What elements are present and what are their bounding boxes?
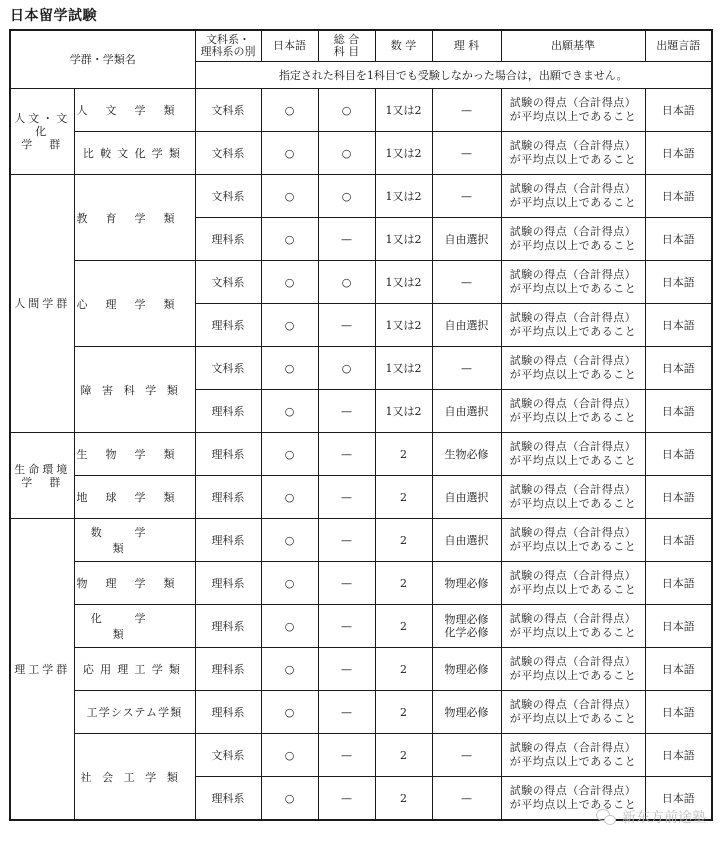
language-cell: 日本語	[645, 304, 712, 347]
science-cell: 物理必修 化学必修	[432, 605, 501, 648]
general-subject-cell: ○	[318, 132, 375, 175]
science-cell: —	[432, 347, 501, 390]
track-cell: 理科系	[195, 519, 261, 562]
track-cell: 理科系	[195, 777, 261, 821]
major-name: 人文学類	[76, 104, 193, 117]
header-note-text: 指定された科目を1科目でも受験しなかった場合は，出願できません。	[278, 69, 628, 82]
header-math-text: 数 学	[390, 39, 417, 52]
table-row	[10, 605, 712, 648]
header-language	[645, 30, 712, 62]
major-name: 生物学類	[76, 448, 193, 461]
criteria-cell: 試験の得点（合計得点） が平均点以上であること	[501, 691, 645, 734]
math-cell: 1又は2	[375, 218, 432, 261]
criteria-cell: 試験の得点（合計得点） が平均点以上であること	[501, 175, 645, 218]
watermark	[596, 807, 706, 827]
table-row	[10, 734, 712, 777]
science-cell: —	[432, 175, 501, 218]
major-cell	[74, 691, 195, 734]
math-cell: 2	[375, 691, 432, 734]
criteria-cell: 試験の得点（合計得点） が平均点以上であること	[501, 89, 645, 132]
major-cell	[74, 648, 195, 691]
major-group-name: 人文・文化 学 群	[14, 112, 71, 151]
math-cell: 2	[375, 519, 432, 562]
table-body	[10, 89, 712, 821]
table-row	[10, 132, 712, 175]
general-subject-cell: —	[318, 648, 375, 691]
japanese-cell: ○	[261, 691, 318, 734]
criteria-cell: 試験の得点（合計得点） が平均点以上であること	[501, 648, 645, 691]
science-cell: 自由選択	[432, 218, 501, 261]
major-cell	[74, 89, 195, 132]
criteria-cell: 試験の得点（合計得点） が平均点以上であること	[501, 304, 645, 347]
criteria-cell: 試験の得点（合計得点） が平均点以上であること	[501, 218, 645, 261]
language-cell: 日本語	[645, 218, 712, 261]
major-cell	[74, 476, 195, 519]
science-cell: 自由選択	[432, 390, 501, 433]
criteria-cell: 試験の得点（合計得点） が平均点以上であること	[501, 605, 645, 648]
track-cell: 文科系	[195, 347, 261, 390]
general-subject-cell: —	[318, 519, 375, 562]
criteria-cell: 試験の得点（合計得点） が平均点以上であること	[501, 777, 645, 821]
math-cell: 1又は2	[375, 89, 432, 132]
header-criteria	[501, 30, 645, 62]
general-subject-cell: ○	[318, 261, 375, 304]
japanese-cell: ○	[261, 261, 318, 304]
science-cell: 物理必修	[432, 691, 501, 734]
track-cell: 理科系	[195, 691, 261, 734]
header-major-group	[10, 30, 195, 89]
major-name: 数学類	[90, 526, 179, 555]
table-row	[10, 648, 712, 691]
track-cell: 理科系	[195, 304, 261, 347]
general-subject-cell: —	[318, 777, 375, 821]
table-row	[10, 433, 712, 476]
criteria-cell: 試験の得点（合計得点） が平均点以上であること	[501, 734, 645, 777]
major-group-name: 生命環境 学 群	[14, 462, 71, 489]
math-cell: 2	[375, 777, 432, 821]
major-cell	[74, 519, 195, 562]
japanese-cell: ○	[261, 476, 318, 519]
header-criteria-text: 出願基準	[551, 39, 595, 52]
math-cell: 2	[375, 734, 432, 777]
major-cell	[74, 605, 195, 648]
science-cell: —	[432, 261, 501, 304]
major-name: 応用理工学類	[82, 663, 187, 676]
science-cell: 物理必修	[432, 562, 501, 605]
track-cell: 理科系	[195, 562, 261, 605]
major-cell	[74, 734, 195, 821]
japanese-cell: ○	[261, 433, 318, 476]
criteria-cell: 試験の得点（合計得点） が平均点以上であること	[501, 261, 645, 304]
major-group-cell	[10, 89, 74, 175]
header-note	[195, 62, 712, 89]
major-name: 教育学類	[76, 211, 193, 225]
science-cell: —	[432, 89, 501, 132]
table-row	[10, 691, 712, 734]
major-cell	[74, 347, 195, 433]
japanese-cell: ○	[261, 519, 318, 562]
japanese-cell: ○	[261, 777, 318, 821]
track-cell: 文科系	[195, 261, 261, 304]
major-name: 比較文化学類	[82, 147, 187, 160]
general-subject-cell: —	[318, 304, 375, 347]
language-cell: 日本語	[645, 175, 712, 218]
header-major-group-text: 学群・学類名	[69, 52, 136, 66]
language-cell: 日本語	[645, 89, 712, 132]
major-name: 化学類	[90, 612, 179, 641]
math-cell: 2	[375, 433, 432, 476]
math-cell: 2	[375, 648, 432, 691]
major-group-cell	[10, 175, 74, 433]
track-cell: 文科系	[195, 132, 261, 175]
major-cell	[74, 132, 195, 175]
general-subject-cell: —	[318, 562, 375, 605]
track-cell: 理科系	[195, 476, 261, 519]
criteria-cell: 試験の得点（合計得点） が平均点以上であること	[501, 347, 645, 390]
header-science-text: 理 科	[453, 39, 480, 52]
language-cell: 日本語	[645, 734, 712, 777]
language-cell: 日本語	[645, 132, 712, 175]
criteria-cell: 試験の得点（合計得点） が平均点以上であること	[501, 519, 645, 562]
math-cell: 1又は2	[375, 304, 432, 347]
major-cell	[74, 562, 195, 605]
japanese-cell: ○	[261, 89, 318, 132]
table-row	[10, 519, 712, 562]
math-cell: 2	[375, 476, 432, 519]
criteria-cell: 試験の得点（合計得点） が平均点以上であること	[501, 132, 645, 175]
japanese-cell: ○	[261, 347, 318, 390]
major-name: 社会工学類	[80, 770, 189, 784]
table-row	[10, 476, 712, 519]
header-science	[432, 30, 501, 62]
header-track-text: 文科系・ 理科系の別	[200, 33, 256, 58]
science-cell: 自由選択	[432, 304, 501, 347]
major-name: 工学システム学類	[86, 706, 183, 719]
language-cell: 日本語	[645, 519, 712, 562]
math-cell: 1又は2	[375, 132, 432, 175]
track-cell: 文科系	[195, 89, 261, 132]
header-japanese-text: 日本語	[273, 39, 306, 52]
track-cell: 理科系	[195, 648, 261, 691]
science-cell: —	[432, 132, 501, 175]
header-general-text: 総 合 科 目	[333, 33, 360, 58]
major-name: 心理学類	[76, 297, 193, 311]
general-subject-cell: —	[318, 390, 375, 433]
header-japanese	[261, 30, 318, 62]
criteria-cell: 試験の得点（合計得点） が平均点以上であること	[501, 390, 645, 433]
general-subject-cell: ○	[318, 347, 375, 390]
major-cell	[74, 261, 195, 347]
general-subject-cell: ○	[318, 89, 375, 132]
major-group-cell	[10, 433, 74, 519]
general-subject-cell: —	[318, 691, 375, 734]
major-group-cell	[10, 519, 74, 821]
math-cell: 1又は2	[375, 390, 432, 433]
major-cell	[74, 433, 195, 476]
science-cell: 生物必修	[432, 433, 501, 476]
major-name: 障害科学類	[80, 383, 189, 397]
language-cell: 日本語	[645, 347, 712, 390]
math-cell: 1又は2	[375, 175, 432, 218]
table-row	[10, 89, 712, 132]
major-group-name: 理工学群	[14, 662, 71, 676]
language-cell: 日本語	[645, 691, 712, 734]
math-cell: 2	[375, 562, 432, 605]
japanese-cell: ○	[261, 132, 318, 175]
track-cell: 理科系	[195, 218, 261, 261]
track-cell: 理科系	[195, 433, 261, 476]
header-language-text: 出題言語	[656, 39, 701, 52]
criteria-cell: 試験の得点（合計得点） が平均点以上であること	[501, 476, 645, 519]
general-subject-cell: —	[318, 476, 375, 519]
science-cell: —	[432, 734, 501, 777]
track-cell: 理科系	[195, 605, 261, 648]
track-cell: 理科系	[195, 390, 261, 433]
language-cell: 日本語	[645, 433, 712, 476]
science-cell: 自由選択	[432, 519, 501, 562]
major-cell	[74, 175, 195, 261]
general-subject-cell: —	[318, 433, 375, 476]
major-group-name: 人間学群	[14, 297, 71, 310]
language-cell: 日本語	[645, 562, 712, 605]
japanese-cell: ○	[261, 175, 318, 218]
japanese-cell: ○	[261, 734, 318, 777]
table-row	[10, 261, 712, 304]
criteria-cell: 試験の得点（合計得点） が平均点以上であること	[501, 562, 645, 605]
japanese-cell: ○	[261, 304, 318, 347]
japanese-cell: ○	[261, 390, 318, 433]
japanese-cell: ○	[261, 218, 318, 261]
track-cell: 文科系	[195, 175, 261, 218]
japanese-cell: ○	[261, 605, 318, 648]
major-name: 物理学類	[76, 577, 193, 590]
general-subject-cell: —	[318, 218, 375, 261]
language-cell: 日本語	[645, 777, 712, 821]
language-cell: 日本語	[645, 476, 712, 519]
header-track	[195, 30, 261, 62]
general-subject-cell: —	[318, 605, 375, 648]
japanese-cell: ○	[261, 648, 318, 691]
language-cell: 日本語	[645, 261, 712, 304]
major-name: 地球学類	[76, 491, 193, 504]
criteria-cell: 試験の得点（合計得点） が平均点以上であること	[501, 433, 645, 476]
wechat-icon	[596, 809, 616, 825]
watermark-text: 新东方前途塾	[622, 810, 706, 826]
math-cell: 2	[375, 605, 432, 648]
science-cell: 自由選択	[432, 476, 501, 519]
header-math	[375, 30, 432, 62]
header-general	[318, 30, 375, 62]
exam-requirements-table	[9, 29, 713, 821]
table-row	[10, 175, 712, 218]
science-cell: 物理必修	[432, 648, 501, 691]
language-cell: 日本語	[645, 390, 712, 433]
language-cell: 日本語	[645, 648, 712, 691]
general-subject-cell: —	[318, 734, 375, 777]
table-row	[10, 562, 712, 605]
table-row	[10, 347, 712, 390]
japanese-cell: ○	[261, 562, 318, 605]
general-subject-cell: ○	[318, 175, 375, 218]
math-cell: 1又は2	[375, 261, 432, 304]
track-cell: 文科系	[195, 734, 261, 777]
science-cell: —	[432, 777, 501, 821]
math-cell: 1又は2	[375, 347, 432, 390]
document-title: 日本留学試験	[10, 8, 97, 24]
language-cell: 日本語	[645, 605, 712, 648]
